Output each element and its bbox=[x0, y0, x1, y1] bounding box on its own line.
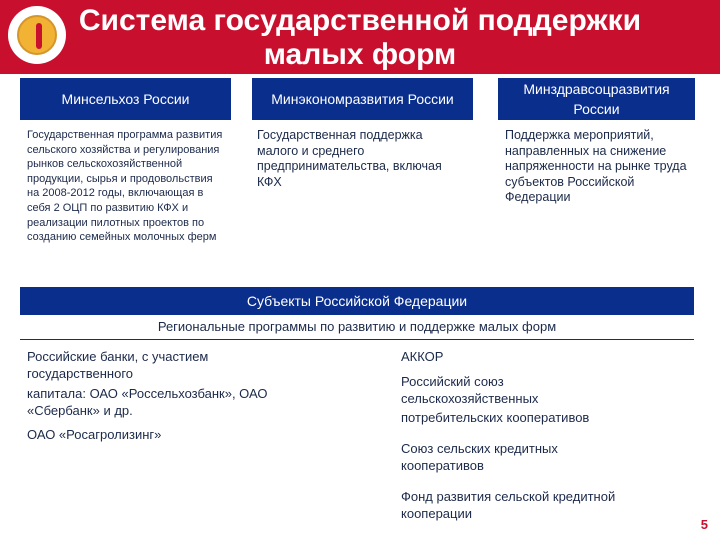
left-item-capital: капитала: ОАО «Россельхозбанк», ОАО «Сбербанк» и др. bbox=[27, 386, 268, 418]
subjects-bar: Субъекты Российской Федерации bbox=[20, 287, 694, 315]
left-item-rosagroleasing: ОАО «Росагролизинг» bbox=[27, 427, 162, 442]
header-bar bbox=[0, 0, 720, 74]
right-item-credit-coops: Союз сельских кредитных кооперативов bbox=[401, 441, 558, 473]
column-text-minzdrav: Поддержка мероприятий, направленных на снижение напряженности на рынке труда субъектов Российской Федерации bbox=[505, 128, 687, 204]
right-item-akkor: АККОР bbox=[401, 349, 444, 364]
right-item-fund: Фонд развития сельской кредитной кооперации bbox=[401, 489, 616, 521]
column-heading-minekonom: Минэкономразвития России bbox=[252, 78, 473, 120]
right-item-consumer-coops: потребительских кооперативов bbox=[401, 410, 590, 425]
ministry-logo bbox=[8, 6, 66, 64]
column-heading-minselkhoz: Минсельхоз России bbox=[20, 78, 231, 120]
wheat-emblem-icon bbox=[17, 15, 57, 55]
column-heading-minzdrav: Минздравсоцразвития России bbox=[498, 78, 695, 120]
column-text-minekonom: Государственная поддержка малого и среднего предпринимательства, включая КФХ bbox=[257, 128, 442, 189]
regional-programs-label: Региональные программы по развитию и поддержке малых форм bbox=[20, 317, 694, 340]
column-text-minselkhoz: Государственная программа развития сельского хозяйства и регулирования рынков сельскохозяйственной продукции, сырья и продовольствия на 2008-2012 годы, включающая в себя 2 ОЦП по развитию КФХ и реализации пилотных проектов по созданию семейных молочных ферм bbox=[27, 129, 223, 244]
page-number: 5 bbox=[700, 517, 708, 532]
wheat-ear-icon bbox=[36, 23, 42, 49]
left-item-banks: Российские банки, с участием государственного bbox=[27, 349, 209, 381]
page-title: Система государственной поддержки малых форм bbox=[78, 4, 642, 71]
right-item-union: Российский союз сельскохозяйственных bbox=[401, 374, 539, 406]
